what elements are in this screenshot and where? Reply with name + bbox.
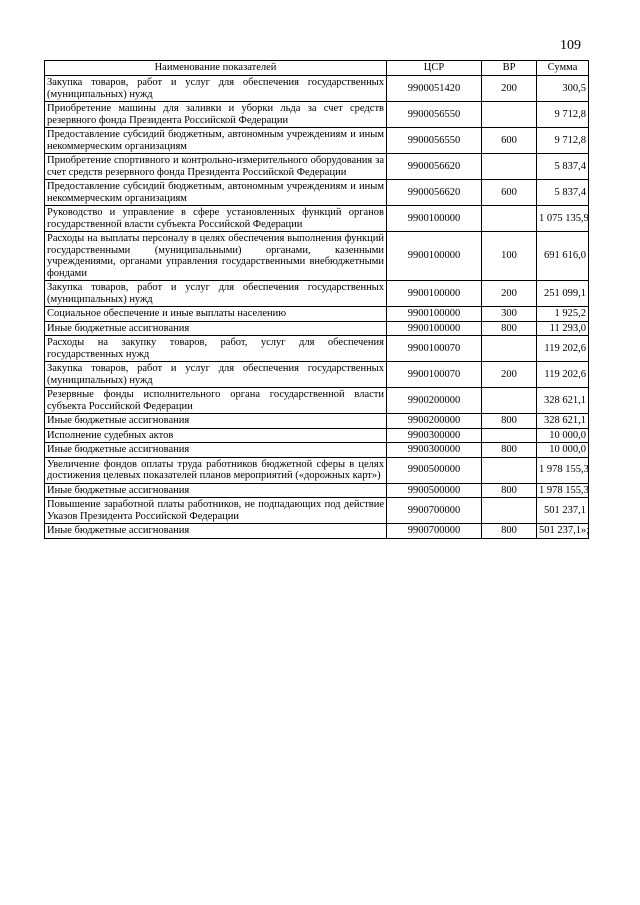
- cell-csr: 9900700000: [387, 498, 482, 524]
- cell-csr: 9900056620: [387, 180, 482, 206]
- cell-vr: [482, 457, 537, 483]
- cell-csr: 9900700000: [387, 524, 482, 539]
- cell-csr: 9900100070: [387, 336, 482, 362]
- cell-name: Социальное обеспечение и иные выплаты населению: [45, 307, 387, 322]
- cell-sum: 5 837,4: [537, 154, 589, 180]
- cell-name: Иные бюджетные ассигнования: [45, 483, 387, 498]
- cell-vr: [482, 102, 537, 128]
- cell-csr: 9900500000: [387, 457, 482, 483]
- cell-sum: 10 000,0: [537, 443, 589, 458]
- budget-table: [44, 60, 589, 539]
- table-row: [45, 498, 589, 524]
- cell-name: Иные бюджетные ассигнования: [45, 414, 387, 429]
- cell-name: Расходы на выплаты персоналу в целях обеспечения выполнения функций государственными (муниципальными) органами, казенными учреждениями, органами управления государственными внебюджетными фондами: [45, 232, 387, 281]
- cell-csr: 9900100000: [387, 321, 482, 336]
- header-sum: Сумма: [537, 61, 589, 76]
- cell-vr: 800: [482, 321, 537, 336]
- cell-sum: 5 837,4: [537, 180, 589, 206]
- cell-csr: 9900100000: [387, 232, 482, 281]
- cell-csr: 9900051420: [387, 76, 482, 102]
- cell-csr: 9900056550: [387, 102, 482, 128]
- cell-vr: 200: [482, 362, 537, 388]
- table-row: [45, 321, 589, 336]
- cell-sum: 300,5: [537, 76, 589, 102]
- header-csr: ЦСР: [387, 61, 482, 76]
- table-row: [45, 428, 589, 443]
- cell-vr: 100: [482, 232, 537, 281]
- cell-vr: [482, 336, 537, 362]
- cell-csr: 9900200000: [387, 414, 482, 429]
- cell-sum: 1 978 155,3: [537, 483, 589, 498]
- cell-csr: 9900300000: [387, 428, 482, 443]
- cell-name: Иные бюджетные ассигнования: [45, 524, 387, 539]
- table-row: [45, 180, 589, 206]
- cell-name: Предоставление субсидий бюджетным, автономным учреждениям и иным некоммерческим организациям: [45, 180, 387, 206]
- cell-csr: 9900056620: [387, 154, 482, 180]
- table-row: [45, 281, 589, 307]
- cell-sum: 328 621,1: [537, 388, 589, 414]
- cell-csr: 9900200000: [387, 388, 482, 414]
- cell-csr: 9900056550: [387, 128, 482, 154]
- table-row: [45, 307, 589, 322]
- cell-vr: [482, 498, 537, 524]
- cell-sum: 501 237,1: [537, 498, 589, 524]
- cell-name: Закупка товаров, работ и услуг для обеспечения государственных (муниципальных) нужд: [45, 362, 387, 388]
- cell-vr: [482, 428, 537, 443]
- cell-sum: 11 293,0: [537, 321, 589, 336]
- table-row: [45, 206, 589, 232]
- cell-vr: [482, 206, 537, 232]
- cell-vr: [482, 388, 537, 414]
- cell-sum: 251 099,1: [537, 281, 589, 307]
- cell-sum: 501 237,1»;: [537, 524, 589, 539]
- table-row: [45, 388, 589, 414]
- table-row: [45, 414, 589, 429]
- table-row: [45, 362, 589, 388]
- cell-sum: 119 202,6: [537, 362, 589, 388]
- cell-name: Руководство и управление в сфере установленных функций органов государственной власти субъекта Российской Федерации: [45, 206, 387, 232]
- table-row: [45, 524, 589, 539]
- cell-sum: 9 712,8: [537, 102, 589, 128]
- table-row: [45, 336, 589, 362]
- cell-vr: [482, 154, 537, 180]
- cell-name: Увеличение фондов оплаты труда работников бюджетной сферы в целях достижения целевых показателей планов мероприятий («дорожных карт»): [45, 457, 387, 483]
- cell-vr: 200: [482, 76, 537, 102]
- table-row: [45, 483, 589, 498]
- cell-sum: 1 075 135,9: [537, 206, 589, 232]
- table-body: [45, 76, 589, 539]
- page-number: 109: [560, 38, 581, 53]
- table-row: [45, 128, 589, 154]
- table-row: [45, 76, 589, 102]
- cell-name: Иные бюджетные ассигнования: [45, 321, 387, 336]
- cell-vr: 800: [482, 524, 537, 539]
- cell-name: Иные бюджетные ассигнования: [45, 443, 387, 458]
- cell-vr: 800: [482, 483, 537, 498]
- cell-name: Резервные фонды исполнительного органа государственной власти субъекта Российской Федерации: [45, 388, 387, 414]
- cell-name: Приобретение спортивного и контрольно-измерительного оборудования за счет средств резервного фонда Президента Российской Федерации: [45, 154, 387, 180]
- table-row: [45, 102, 589, 128]
- cell-name: Исполнение судебных актов: [45, 428, 387, 443]
- cell-csr: 9900100000: [387, 206, 482, 232]
- cell-sum: 1 978 155,3: [537, 457, 589, 483]
- cell-sum: 9 712,8: [537, 128, 589, 154]
- cell-name: Повышение заработной платы работников, не подпадающих под действие Указов Президента Российской Федерации: [45, 498, 387, 524]
- cell-sum: 10 000,0: [537, 428, 589, 443]
- header-vr: ВР: [482, 61, 537, 76]
- table-row: [45, 457, 589, 483]
- cell-sum: 691 616,0: [537, 232, 589, 281]
- table-row: [45, 443, 589, 458]
- cell-name: Предоставление субсидий бюджетным, автономным учреждениям и иным некоммерческим организациям: [45, 128, 387, 154]
- cell-vr: 600: [482, 128, 537, 154]
- cell-vr: 800: [482, 414, 537, 429]
- cell-name: Закупка товаров, работ и услуг для обеспечения государственных (муниципальных) нужд: [45, 76, 387, 102]
- cell-name: Приобретение машины для заливки и уборки льда за счет средств резервного фонда Президента Российской Федерации: [45, 102, 387, 128]
- cell-sum: 119 202,6: [537, 336, 589, 362]
- cell-vr: 600: [482, 180, 537, 206]
- cell-vr: 300: [482, 307, 537, 322]
- cell-sum: 1 925,2: [537, 307, 589, 322]
- cell-sum: 328 621,1: [537, 414, 589, 429]
- cell-csr: 9900500000: [387, 483, 482, 498]
- cell-vr: 800: [482, 443, 537, 458]
- cell-csr: 9900100000: [387, 281, 482, 307]
- cell-name: Расходы на закупку товаров, работ, услуг для обеспечения государственных нужд: [45, 336, 387, 362]
- cell-name: Закупка товаров, работ и услуг для обеспечения государственных (муниципальных) нужд: [45, 281, 387, 307]
- table-row: [45, 232, 589, 281]
- table-row: [45, 154, 589, 180]
- cell-csr: 9900100000: [387, 307, 482, 322]
- table-header-row: [45, 61, 589, 76]
- header-name: Наименование показателей: [45, 61, 387, 76]
- cell-csr: 9900300000: [387, 443, 482, 458]
- cell-csr: 9900100070: [387, 362, 482, 388]
- cell-vr: 200: [482, 281, 537, 307]
